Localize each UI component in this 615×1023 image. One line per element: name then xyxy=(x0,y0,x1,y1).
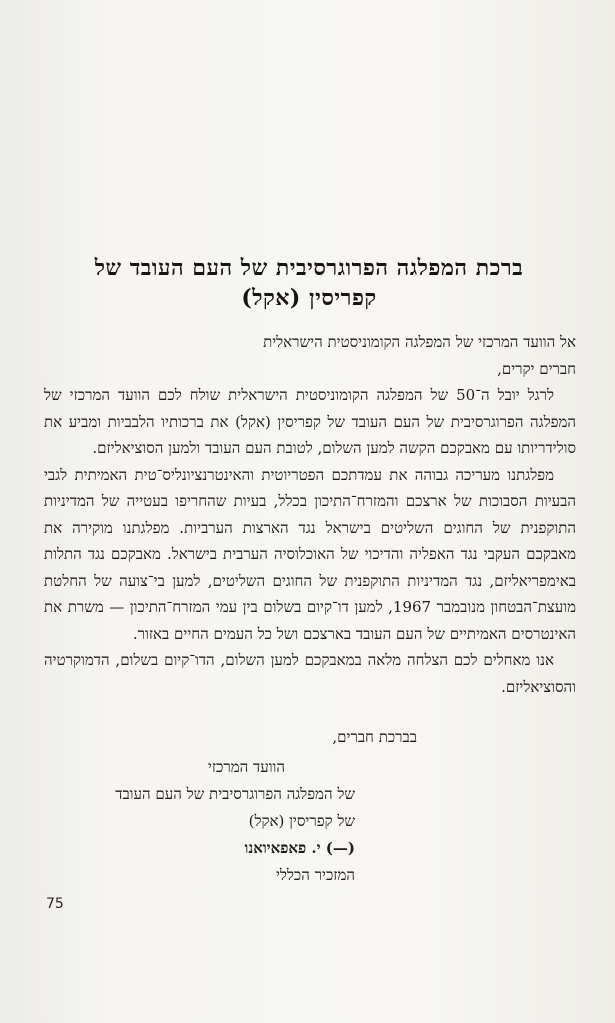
addressee: אל הוועד המרכזי של המפלגה הקומוניסטית הישראלית xyxy=(263,333,576,351)
page-number: 75 xyxy=(46,896,64,912)
signature-block xyxy=(40,754,355,889)
paragraph-1: לרגל יובל ה־50 של המפלגה הקומוניסטית הישראלית שולח לכם הוועד המרכזי של המפלגה הפרוגרסיבית של העם העובד של קפריסין (אקל) את ברכותיו הלבביות ומביע את סולידריותו עם מאבקכם הקשה למען השלום, לטובת העם העובד ולמען הסוציאליזם. xyxy=(44,386,576,457)
signature-org-line-1: הוועד המרכזי xyxy=(207,758,285,776)
signatory-role: המזכיר הכללי xyxy=(275,866,355,884)
paragraph-2: מפלגתנו מעריכה גבוהה את עמדתכם הפטריוטית והאינטרנציונליס־טית האמיתית לגבי הבעיות הסבוכות של ארצכם והמזרח־התיכון בכלל, בעיות שהחריפו בעטייה של המדיניות התוקפנית של החוגים השליטים בישראל נגד הארצות הערביות. מפלגתנו מוקירה את מאבקכם העקבי נגד האפליה והדיכוי של האוכלוסיה הערבית בישראל. מאבקכם נגד התלות באימפריאליזם, נגד המדיניות התוקפנית של החוגים השליטים, למען בי־צועה של החלטת מועצת־הבטחון מנובמבר 1967, למען דו־קיום בשלום בין עמי המזרח־התיכון — משרת את האינטרסים האמיתיים של העם העובד בארצכם ושל כל העמים החיים באזור. xyxy=(44,465,576,643)
closing-greeting: בברכת חברים, xyxy=(332,728,417,746)
title-line-1: ברכת המפלגה הפרוגרסיבית של העם העובד של xyxy=(94,255,524,281)
page-title xyxy=(40,253,578,313)
salutation: חברים יקרים, xyxy=(497,359,576,378)
title-line-2: קפריסין (אקל) xyxy=(241,285,377,311)
show-through-text xyxy=(40,72,580,91)
letter-body xyxy=(44,329,576,700)
signature-org-line-3: של קפריסין (אקל) xyxy=(248,812,355,830)
signature-org-line-2: של המפלגה הפרוגרסיבית של העם העובד xyxy=(115,785,355,803)
paragraph-3: אנו מאחלים לכם הצלחה מלאה במאבקכם למען השלום, הדו־קיום בשלום, הדמוקרטיה והסוציאליזם. xyxy=(44,651,576,696)
signatory-name: (—) י. פאפאיואנו xyxy=(244,839,355,857)
